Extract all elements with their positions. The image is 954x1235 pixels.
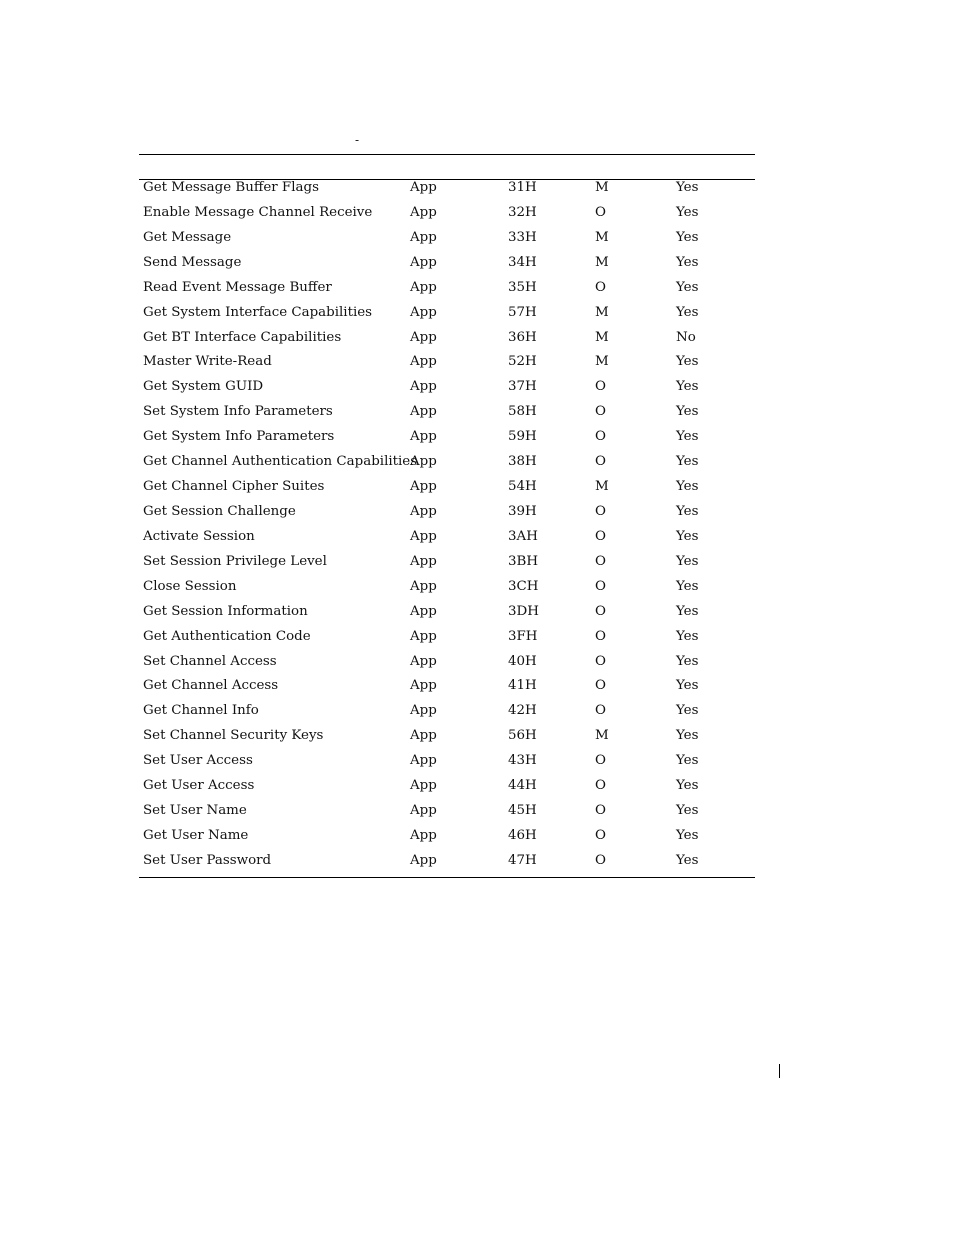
table-row [139, 699, 755, 724]
table-row [139, 201, 755, 226]
support-cell: Yes [676, 803, 699, 819]
table-row [139, 450, 755, 475]
command-type-cell: App [410, 778, 437, 794]
command-name-cell: Set Channel Access [143, 653, 277, 669]
support-cell: Yes [676, 279, 699, 295]
command-table [139, 176, 755, 874]
requirement-cell: O [595, 628, 606, 644]
command-code-cell: 3DH [508, 603, 539, 619]
table-row [139, 400, 755, 425]
command-type-cell: App [410, 503, 437, 519]
command-name-cell: Activate Session [143, 528, 255, 544]
command-code-cell: 41H [508, 678, 537, 694]
command-name-cell: Set Channel Security Keys [143, 728, 324, 744]
command-type-cell: App [410, 254, 437, 270]
command-type-cell: App [410, 329, 437, 345]
command-type-cell: App [410, 803, 437, 819]
table-row [139, 674, 755, 699]
command-code-cell: 58H [508, 404, 537, 420]
table-row [139, 774, 755, 799]
command-type-cell: App [410, 728, 437, 744]
support-cell: Yes [676, 204, 699, 220]
command-name-cell: Get Channel Cipher Suites [143, 479, 325, 495]
command-code-cell: 35H [508, 279, 537, 295]
table-row [139, 276, 755, 301]
command-code-cell: 43H [508, 753, 537, 769]
support-cell: Yes [676, 404, 699, 420]
support-cell: Yes [676, 479, 699, 495]
command-code-cell: 3CH [508, 578, 539, 594]
requirement-cell: O [595, 528, 606, 544]
support-cell: No [676, 329, 696, 345]
support-cell: Yes [676, 852, 699, 868]
command-name-cell: Get BT Interface Capabilities [143, 329, 342, 345]
command-type-cell: App [410, 852, 437, 868]
command-name-cell: Close Session [143, 578, 237, 594]
table-bottom-rule [139, 877, 755, 878]
table-row [139, 176, 755, 201]
command-name-cell: Get Message [143, 229, 232, 245]
command-name-cell: Set Session Privilege Level [143, 553, 327, 569]
requirement-cell: O [595, 827, 606, 843]
requirement-cell: O [595, 753, 606, 769]
command-name-cell: Get System GUID [143, 379, 264, 395]
support-cell: Yes [676, 778, 699, 794]
table-row [139, 475, 755, 500]
command-name-cell: Get System Info Parameters [143, 429, 335, 445]
support-cell: Yes [676, 753, 699, 769]
command-code-cell: 32H [508, 204, 537, 220]
command-name-cell: Get Channel Access [143, 678, 279, 694]
command-type-cell: App [410, 703, 437, 719]
command-code-cell: 36H [508, 329, 537, 345]
requirement-cell: O [595, 279, 606, 295]
command-type-cell: App [410, 479, 437, 495]
command-code-cell: 57H [508, 304, 537, 320]
requirement-cell: O [595, 678, 606, 694]
table-row [139, 550, 755, 575]
support-cell: Yes [676, 229, 699, 245]
table-row [139, 226, 755, 251]
command-name-cell: Get Channel Authentication Capabilities [143, 454, 418, 470]
command-type-cell: App [410, 603, 437, 619]
command-type-cell: App [410, 304, 437, 320]
command-type-cell: App [410, 678, 437, 694]
support-cell: Yes [676, 429, 699, 445]
header-dash-mark: - [355, 133, 360, 147]
command-code-cell: 3BH [508, 553, 539, 569]
command-type-cell: App [410, 429, 437, 445]
support-cell: Yes [676, 354, 699, 370]
command-code-cell: 42H [508, 703, 537, 719]
support-cell: Yes [676, 454, 699, 470]
requirement-cell: M [595, 229, 609, 245]
command-code-cell: 59H [508, 429, 537, 445]
command-type-cell: App [410, 827, 437, 843]
command-code-cell: 52H [508, 354, 537, 370]
requirement-cell: O [595, 429, 606, 445]
command-name-cell: Master Write-Read [143, 354, 272, 370]
command-type-cell: App [410, 404, 437, 420]
requirement-cell: O [595, 852, 606, 868]
command-code-cell: 31H [508, 180, 537, 195]
support-cell: Yes [676, 653, 699, 669]
command-type-cell: App [410, 653, 437, 669]
table-row [139, 525, 755, 550]
table-row [139, 799, 755, 824]
command-code-cell: 3FH [508, 628, 538, 644]
command-code-cell: 37H [508, 379, 537, 395]
requirement-cell: O [595, 603, 606, 619]
requirement-cell: O [595, 454, 606, 470]
command-name-cell: Get User Name [143, 827, 249, 843]
command-name-cell: Get User Access [143, 778, 255, 794]
requirement-cell: O [595, 803, 606, 819]
requirement-cell: M [595, 304, 609, 320]
command-type-cell: App [410, 753, 437, 769]
support-cell: Yes [676, 827, 699, 843]
requirement-cell: M [595, 479, 609, 495]
command-name-cell: Set User Password [143, 852, 272, 868]
requirement-cell: M [595, 329, 609, 345]
support-cell: Yes [676, 379, 699, 395]
command-type-cell: App [410, 528, 437, 544]
support-cell: Yes [676, 603, 699, 619]
table-row [139, 575, 755, 600]
command-name-cell: Send Message [143, 254, 242, 270]
support-cell: Yes [676, 180, 699, 195]
command-name-cell: Read Event Message Buffer [143, 279, 332, 295]
requirement-cell: O [595, 379, 606, 395]
table-row [139, 650, 755, 675]
requirement-cell: M [595, 254, 609, 270]
command-code-cell: 56H [508, 728, 537, 744]
command-type-cell: App [410, 454, 437, 470]
table-row [139, 500, 755, 525]
command-code-cell: 47H [508, 852, 537, 868]
command-code-cell: 3AH [508, 528, 538, 544]
support-cell: Yes [676, 254, 699, 270]
table-row [139, 849, 755, 874]
command-type-cell: App [410, 553, 437, 569]
support-cell: Yes [676, 728, 699, 744]
table-row [139, 724, 755, 749]
requirement-cell: O [595, 404, 606, 420]
command-name-cell: Get Message Buffer Flags [143, 180, 319, 195]
requirement-cell: O [595, 204, 606, 220]
command-type-cell: App [410, 354, 437, 370]
table-row [139, 350, 755, 375]
command-code-cell: 44H [508, 778, 537, 794]
table-top-rule [139, 154, 755, 155]
table-row [139, 425, 755, 450]
requirement-cell: O [595, 778, 606, 794]
command-code-cell: 39H [508, 503, 537, 519]
command-type-cell: App [410, 229, 437, 245]
command-type-cell: App [410, 279, 437, 295]
command-type-cell: App [410, 180, 437, 195]
command-name-cell: Set User Access [143, 753, 253, 769]
requirement-cell: O [595, 703, 606, 719]
table-row [139, 375, 755, 400]
table-row [139, 625, 755, 650]
command-name-cell: Get System Interface Capabilities [143, 304, 373, 320]
command-name-cell: Get Authentication Code [143, 628, 311, 644]
requirement-cell: O [595, 553, 606, 569]
requirement-cell: M [595, 354, 609, 370]
support-cell: Yes [676, 528, 699, 544]
table-row [139, 251, 755, 276]
requirement-cell: M [595, 728, 609, 744]
table-row [139, 824, 755, 849]
support-cell: Yes [676, 304, 699, 320]
command-type-cell: App [410, 379, 437, 395]
support-cell: Yes [676, 703, 699, 719]
command-code-cell: 33H [508, 229, 537, 245]
command-name-cell: Enable Message Channel Receive [143, 204, 373, 220]
table-row [139, 301, 755, 326]
command-type-cell: App [410, 204, 437, 220]
table-row [139, 749, 755, 774]
command-name-cell: Set User Name [143, 803, 247, 819]
requirement-cell: O [595, 578, 606, 594]
page-margin-bar [779, 1064, 780, 1078]
support-cell: Yes [676, 553, 699, 569]
requirement-cell: O [595, 503, 606, 519]
table-row [139, 600, 755, 625]
command-code-cell: 34H [508, 254, 537, 270]
command-code-cell: 40H [508, 653, 537, 669]
table-row [139, 326, 755, 351]
support-cell: Yes [676, 678, 699, 694]
command-type-cell: App [410, 628, 437, 644]
command-code-cell: 45H [508, 803, 537, 819]
support-cell: Yes [676, 503, 699, 519]
support-cell: Yes [676, 628, 699, 644]
command-type-cell: App [410, 578, 437, 594]
support-cell: Yes [676, 578, 699, 594]
command-name-cell: Get Channel Info [143, 703, 259, 719]
requirement-cell: O [595, 653, 606, 669]
command-code-cell: 54H [508, 479, 537, 495]
command-name-cell: Set System Info Parameters [143, 404, 333, 420]
command-name-cell: Get Session Information [143, 603, 308, 619]
requirement-cell: M [595, 180, 609, 195]
command-code-cell: 38H [508, 454, 537, 470]
command-code-cell: 46H [508, 827, 537, 843]
command-name-cell: Get Session Challenge [143, 503, 296, 519]
